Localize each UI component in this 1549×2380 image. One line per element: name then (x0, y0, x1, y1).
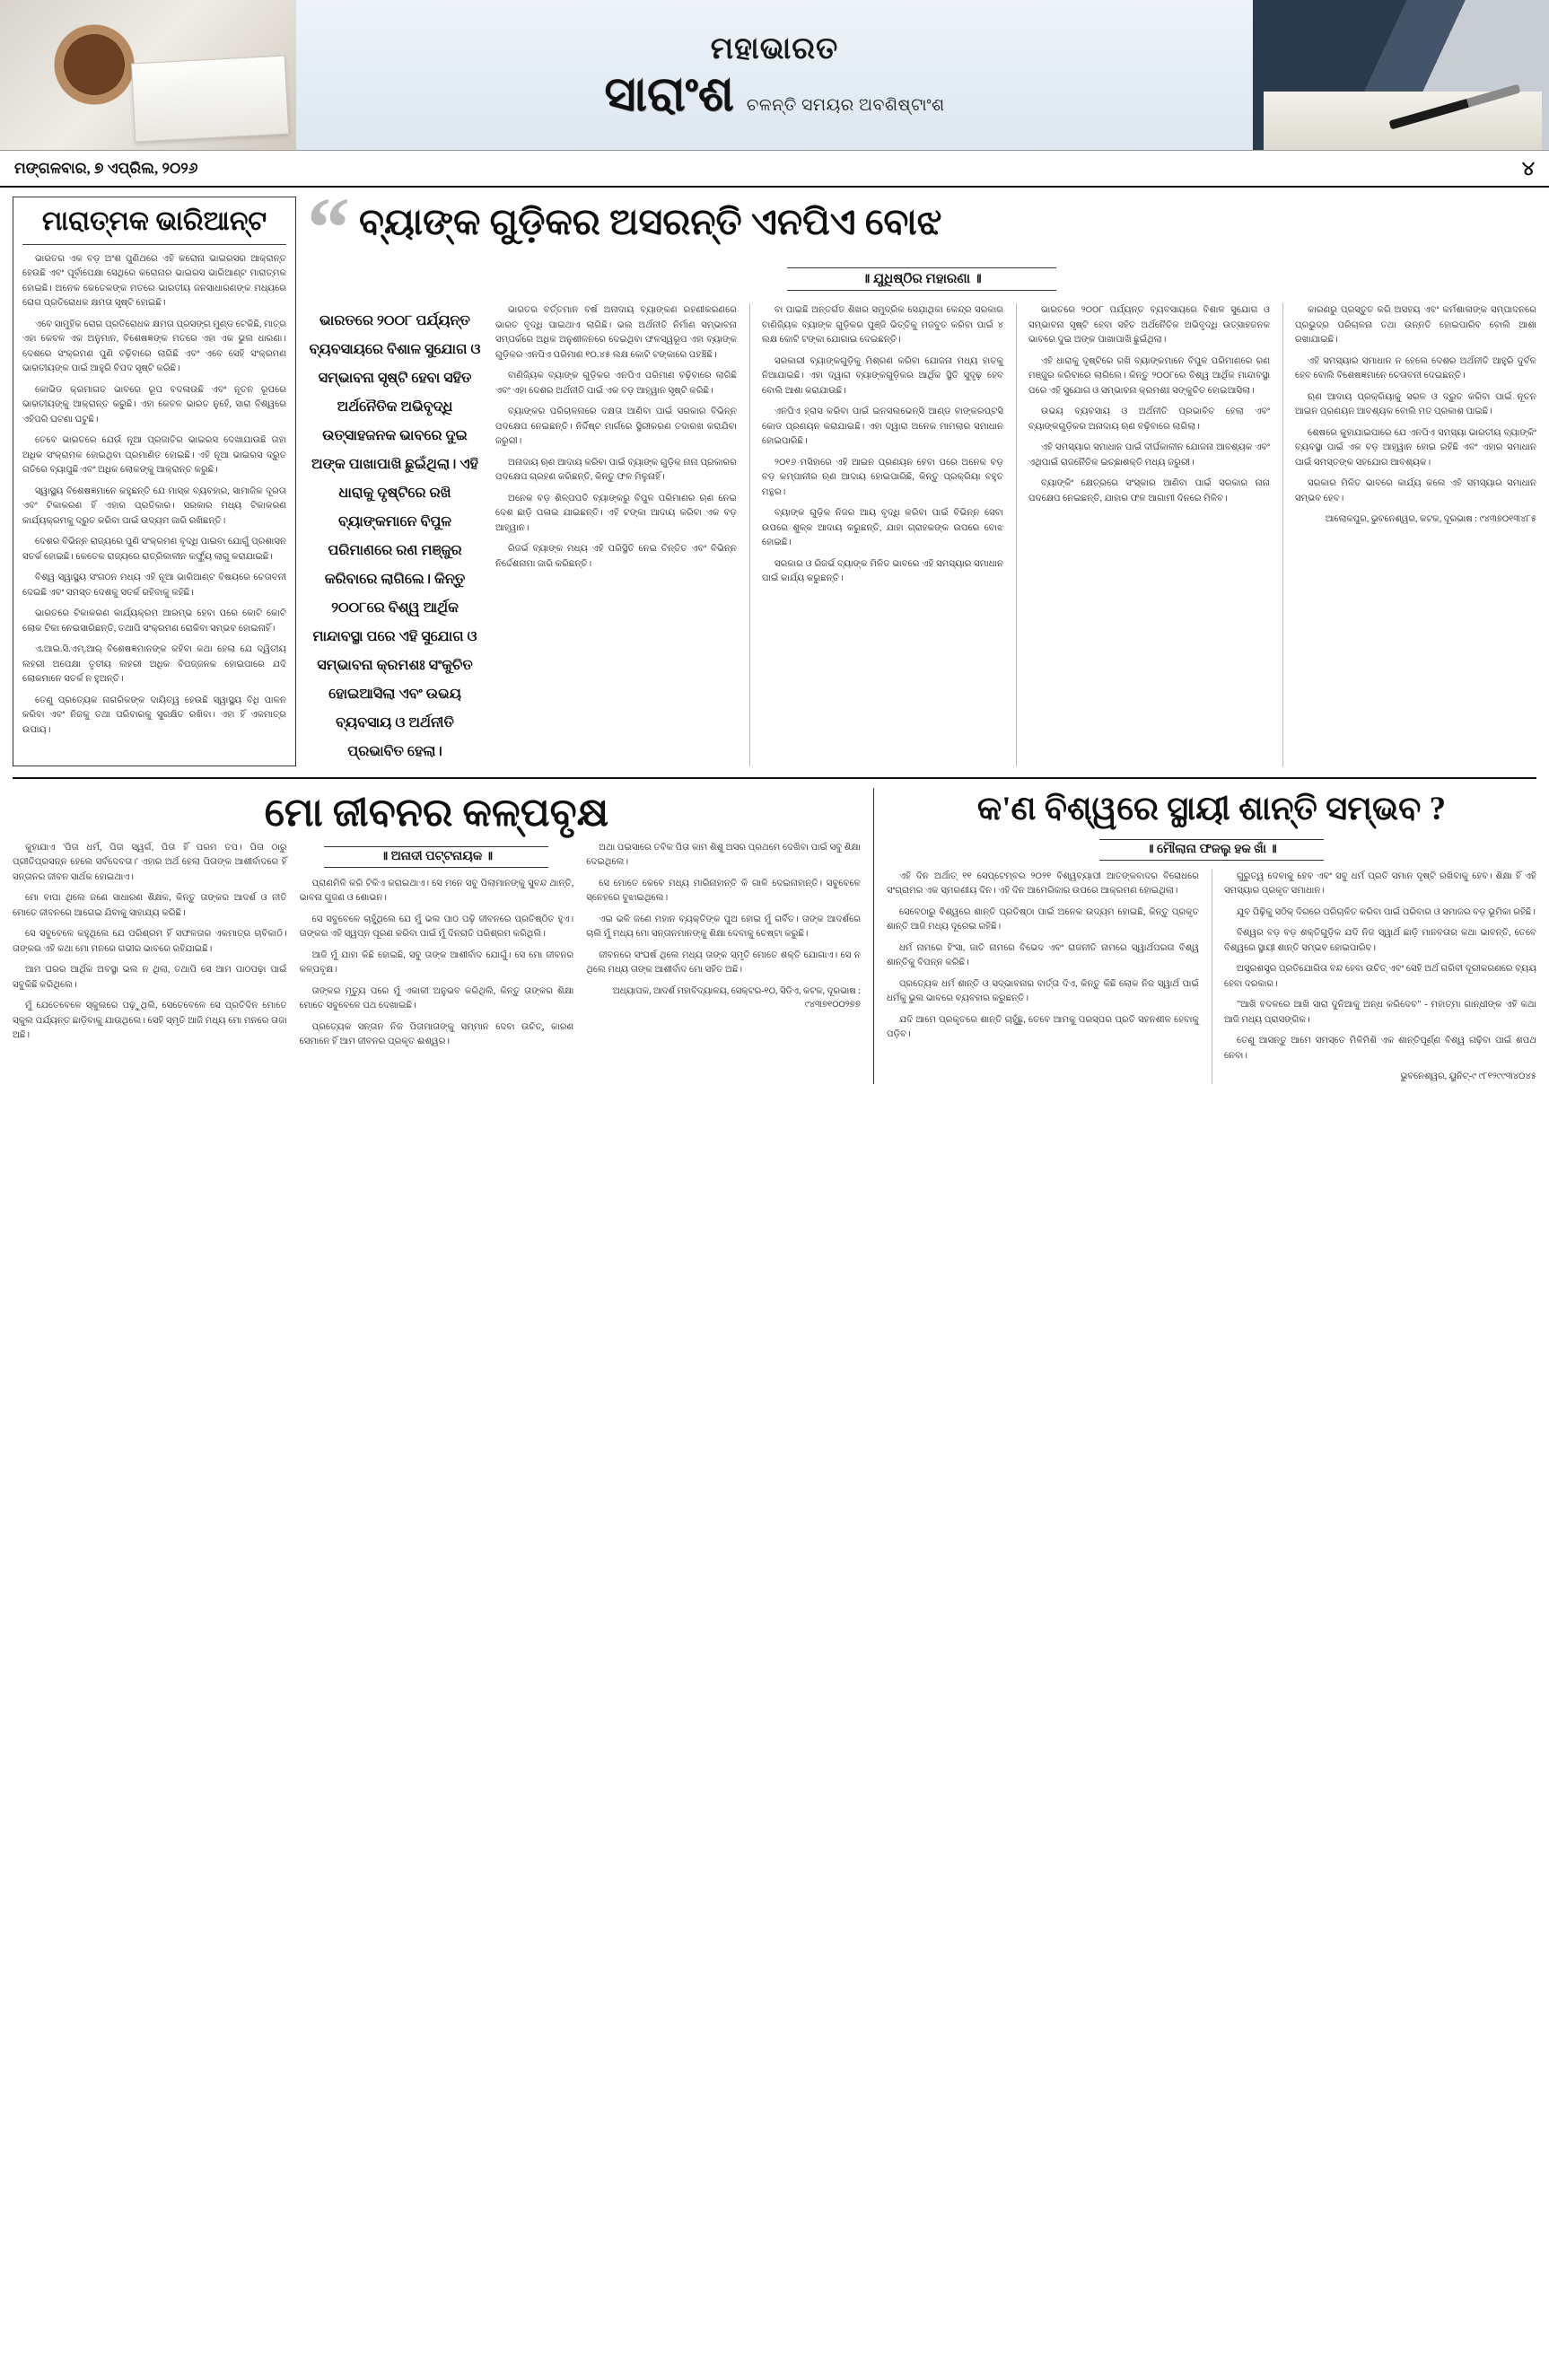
coffee-notebook-photo (0, 0, 296, 151)
boxed-story-body (22, 252, 286, 739)
paragraph: ବା ପାଇଛି ଅନ୍ତର୍ଗତ ଶିଖର ସମୁଦ୍ରିକ ସେଯ଼ାଥିକା କେନ୍ଦ୍ର ସରକାର ବାଣିଜ୍ୟିକ ବ୍ୟାଙ୍କ ଗୁଡ଼ିକର ପୁଞ୍ଜି ଭିତ୍ତିକୁ ମଜବୁତ କରିବା ପାଇଁ ୪ ଲକ୍ଷ କୋଟି ଟଙ୍କା ଯୋଗାଇ ଦେଇଛନ୍ତି। (762, 305, 1003, 346)
top-section (0, 179, 1549, 766)
paragraph: ଯୁବ ପିଢ଼ିକୁ ସଠିକ୍ ଦିଗରେ ପରିଚାଳିତ କରିବା ପାଇଁ ପରିବାର ଓ ସମାଜର ବଡ଼ ଭୂମିକା ରହିଛି। (1236, 906, 1536, 917)
paragraph: ଆମ ଘରର ଆର୍ଥିକ ଅବସ୍ଥା ଭଲ ନ ଥିଲା, ତଥାପି ସେ ଆମ ପାଠପଢ଼ା ପାଇଁ ସବୁକିଛି କରିଥିଲେ। (13, 965, 287, 990)
dateline-bar (0, 151, 1549, 188)
masthead-center (296, 0, 1253, 150)
story-left-columns (13, 841, 861, 1056)
paragraph: କୋଭିଡ କ୍ରମାଗତ ଭାବରେ ରୂପ ବଦଳାଉଛି ଏବଂ ନୂତନ ରୂପରେ ଭାରତୀୟଙ୍କୁ ଆକ୍ରାନ୍ତ କରୁଛି। ଏହା କେବଳ ଭାରତ ନୁହେଁ, ସାରା ବିଶ୍ୱରେ ଏହିପରି ଘଟଣା ଘଟୁଛି। (22, 384, 286, 424)
paragraph: ଏ.ଆଇ.ସି.ଏମ୍.ଆର୍ ବିଶେଷଜ୍ଞମାନଙ୍କ କହିବା କଥା ହେଲା ଯେ ଦ୍ୱିତୀୟ ଲହରୀ ଅପେକ୍ଷା ତୃତୀୟ ଲହରୀ ଅଧିକ ବିପଜ୍ଜନକ ହୋଇପାରେ ଯଦି ଲୋକମାନେ ସତର୍କ ନ ହୁଅନ୍ତି। (22, 644, 286, 685)
masthead-brand: ମହାଭାରତ (710, 31, 839, 66)
story-left-headline: ମୋ ଜୀବନର କଳ୍ପବୃକ୍ଷ (264, 791, 609, 836)
pull-quote: ଭାରତରେ ୨୦୦୮ ପର୍ଯ୍ୟନ୍ତ ବ୍ୟବସାୟରେ ବିଶାଳ ସୁଯୋଗ ଓ ସମ୍ଭାବନା ସୃଷ୍ଟି ହେବା ସହିତ ଅର୍ଥନୈତିକ ଅଭିବୃଦ୍ଧି ଉତ୍ସାହଜନକ ଭାବରେ ଦୁଇ ଅଙ୍କ ପାଖାପାଖି ଛୁଇଁଥିଲା। ଏହି ଧାରାକୁ ଦୃଷ୍ଟିରେ ରଖି ବ୍ୟାଙ୍କମାନେ ବିପୁଳ ପରିମାଣରେ ରଣ ମଞ୍ଜୁର କରିବାରେ ଲାଗିଲେ। କିନ୍ତୁ ୨୦୦୮ରେ ବିଶ୍ୱ ଆର୍ଥିକ ମାନ୍ଦାବସ୍ଥା ପରେ ଏହି ସୁଯୋଗ ଓ ସମ୍ଭାବନା କ୍ରମଶଃ ସଂକୁଚିତ ହୋଇଆସିଲା ଏବଂ ଉଭୟ ବ୍ୟବସାୟ ଓ ଅର୍ଥନୀତି ପ୍ରଭାବିତ ହେଲା। (309, 313, 481, 760)
paragraph: ରିଜର୍ଭ ବ୍ୟାଙ୍କ ମଧ୍ୟ ଏହି ପରିସ୍ଥିତି ନେଇ ଚିନ୍ତିତ ଏବଂ ବିଭିନ୍ନ ନିର୍ଦ୍ଦେଶନାମା ଜାରି କରିଛନ୍ତି। (495, 544, 737, 569)
writing-hand-photo (1253, 0, 1549, 151)
paragraph: ୨୦୧୬ ମସିହାରେ ଏହି ଆଇନ ପ୍ରଣୟନ ହେବା ପରେ ଅନେକ ବଡ଼ ବଡ଼ କମ୍ପାନୀର ଋଣ ଆଦାୟ ହୋଇପାରିଛି, କିନ୍ତୁ ପ୍ରକ୍ରିୟା ବହୁତ ମନ୍ଥର। (762, 457, 1003, 497)
paragraph: ବିଶ୍ୱ ସ୍ୱାସ୍ଥ୍ୟ ସଂଗଠନ ମଧ୍ୟ ଏହି ନୂଆ ଭାରିଆଣ୍ଟ ବିଷୟରେ ଚେତାବନୀ ଦେଇଛି ଏବଂ ସମସ୍ତ ଦେଶକୁ ସତର୍କ ରହିବାକୁ କହିଛି। (22, 573, 286, 598)
paragraph: ଏଇ ଭଳି ଜଣେ ମହାନ ବ୍ୟକ୍ତିଙ୍କ ପୁଅ ହୋଇ ମୁଁ ଗର୍ବିତ। ତାଙ୍କ ଆଦର୍ଶରେ ଚାଲି ମୁଁ ମଧ୍ୟ ମୋ ସନ୍ତାନମାନଙ୍କୁ ଶିକ୍ଷା ଦେବାକୁ ଚେଷ୍ଟା କରୁଛି। (586, 914, 861, 940)
paragraph: ଏବେ ସାମୁହିକ ରୋଗ ପ୍ରତିରୋଧକ କ୍ଷମତା ପ୍ରସଙ୍ଗ ମୁଣ୍ଡ ଟେକିଛି, ମାତ୍ର ଏହା କେବଳ ଏକ ଅନୁମାନ, ବିଶେଷଜ୍ଞଙ୍କ ମତରେ ଏହା ଏକ ଭୁଲ ଧାରଣା। ଦେଶରେ ସଂକ୍ରମଣ ପୁଣି ବଢ଼ିବାରେ ଲାଗିଛି ଏବଂ ଏବେ ସେହି ସଂକ୍ରମଣ ଭାରତୀୟଙ୍କ ପାଇଁ ଆହୁରି ବିପଦ ସୃଷ୍ଟି କରିଛି। (22, 319, 286, 374)
story-right-columns (887, 870, 1536, 1084)
masthead (0, 0, 1549, 151)
paragraph: ବ୍ୟାଙ୍କର ପରିଚାଳନାରେ ଦକ୍ଷତା ଆଣିବା ପାଇଁ ସରକାର ବିଭିନ୍ନ ପଦକ୍ଷେପ ନେଇଛନ୍ତି। ନିର୍ଦ୍ଦିଷ୍ଟ ମାର୍ଗରେ ସ୍ଥିରୀକରଣ ତଦାରଖ କରାଯିବା ଜରୁରୀ। (495, 407, 737, 447)
bottom-section (0, 788, 1549, 1097)
story-right-byline: ॥ ମୌଲାନା ଫଜଲୁ ହକ ଖାଁ ॥ (1099, 839, 1324, 861)
paragraph: ପ୍ରତ୍ୟେକ ସନ୍ତାନ ନିଜ ପିତାମାତାଙ୍କୁ ସମ୍ମାନ ଦେବା ଉଚିତ୍, କାରଣ ସେମାନେ ହିଁ ଆମ ଜୀବନର ପ୍ରକୃତ ଈଶ୍ୱର। (299, 1021, 574, 1047)
story-world-peace (887, 788, 1536, 1084)
lead-column-2 (749, 303, 1003, 766)
story-left-byline: ॥ ଅନାଦୀ ପଟ୍ଟନାୟକ ॥ (324, 846, 548, 868)
paragraph: ଏନପିଏ ହ୍ରାସ କରିବା ପାଇଁ ଇନସଲଭେନ୍ସି ଆଣ୍ଡ ବାଙ୍କରପ୍ଟସି କୋଡ ପ୍ରଣୟନ କରାଯାଇଛି। ଏହା ଦ୍ୱାରା ଅନେକ ମାମଲାର ସମାଧାନ ହୋଇପାରିଛି। (762, 407, 1003, 447)
paragraph: ପ୍ରାଣମିଳି କରି ଟିକିଏ କରାଇଥାଏ। ସେ ମନେ ସବୁ ପିଲାମାନଙ୍କୁ ସୁବନ୍ଦ ଥାନ୍ତି, ଭାବନା ଗୁଜଣ ଓ ଶୋଭନ। (299, 878, 574, 904)
paragraph: ପ୍ରତ୍ୟେକ ଧର୍ମ ଶାନ୍ତି ଓ ସଦ୍ଭାବନାର ବାର୍ତ୍ତା ଦିଏ, କିନ୍ତୁ କିଛି ଲୋକ ନିଜ ସ୍ୱାର୍ଥ ପାଇଁ ଧର୍ମକୁ ଭୁଲ ଭାବରେ ବ୍ୟବହାର କରୁଛନ୍ତି। (886, 978, 1199, 1004)
story-left-column-2 (300, 841, 574, 1056)
paragraph: କୁହାଯାଏ 'ପିତା ଧର୍ମ, ପିତା ସ୍ୱର୍ଗ, ପିତା ହିଁ ପରମ ତପ। ପିତା ଠାରୁ ପ୍ରୀତିପ୍ରସନ୍ନ ହେଲେ ସର୍ବଦେବତା।' ଏହାର ଅର୍ଥ ହେଲା ପିତାଙ୍କ ଆଶୀର୍ବାଦରେ ହିଁ ସନ୍ତାନର ଜୀବନ ସାର୍ଥକ ହୋଇଥାଏ। (13, 842, 287, 882)
boxed-story-headline: ମାରାତ୍ମକ ଭାରିଆନ୍ଟ (22, 206, 286, 245)
masthead-title: ସାରାଂଶ (604, 66, 734, 121)
paragraph: ଏହି ଧାରାକୁ ଦୃଷ୍ଟିରେ ରଖି ବ୍ୟାଙ୍କମାନେ ବିପୁଳ ପରିମାଣରେ ରଣ ମଞ୍ଜୁର କରିବାରେ ଲାଗିଲେ। କିନ୍ତୁ ୨୦୦୮ରେ ବିଶ୍ୱ ଆର୍ଥିକ ମାନ୍ଦାବସ୍ଥା ପରେ ଏହି ସୁଯୋଗ ଓ ସମ୍ଭାବନା କ୍ରମଶଃ ସଙ୍କୁଚିତ ହୋଇଆସିଲା। (1028, 355, 1270, 396)
paragraph: ଏହି ସମସ୍ୟାର ସମାଧାନ ପାଇଁ ଦୀର୍ଘକାଳୀନ ଯୋଜନା ଆବଶ୍ୟକ ଏବଂ ଏଥିପାଇଁ ରାଜନୈତିକ ଇଚ୍ଛାଶକ୍ତି ମଧ୍ୟ ଜରୁରୀ। (1028, 442, 1270, 468)
paragraph: ତେଣୁ ପ୍ରତ୍ୟେକ ନାଗରିକଙ୍କ ଦାୟିତ୍ୱ ହେଉଛି ସ୍ୱାସ୍ଥ୍ୟ ବିଧି ପାଳନ କରିବା ଏବଂ ନିଜକୁ ତଥା ପରିବାରକୁ ସୁରକ୍ଷିତ ରଖିବା। ଏହା ହିଁ ଏକମାତ୍ର ଉପାୟ। (22, 695, 286, 735)
paragraph: ବ୍ୟାଙ୍କିଂ କ୍ଷେତ୍ରରେ ସଂସ୍କାର ଆଣିବା ପାଇଁ ସରକାର ନାନା ପଦକ୍ଷେପ ନେଇଛନ୍ତି, ଯାହାର ଫଳ ଆଗାମୀ ଦିନରେ ମିଳିବ। (1028, 478, 1270, 503)
lead-headline-row (307, 179, 1536, 276)
paragraph: ତେବେ ଭାରତରେ ଯେଉଁ ନୂଆ ପ୍ରଜାତିର ଭାଇରସ ଦେଖାଯାଉଛି ତାହା ଅଧିକ ସଂକ୍ରାମକ ହୋଇଥିବା ପ୍ରମାଣିତ ହୋଇଛି। ଏହି ନୂଆ ଭାଇରସ ଦ୍ରୁତ ଗତିରେ ବ୍ୟାପୁଛି ଏବଂ ଅଧିକ ଲୋକଙ୍କୁ ଆକ୍ରାନ୍ତ କରୁଛି। (22, 435, 286, 476)
boxed-story (13, 197, 296, 766)
paragraph: "ଆଖି ବଦଳରେ ଆଖି ସାରା ଦୁନିଆକୁ ଅନ୍ଧ କରିଦେବ" - ମହାତ୍ମା ଗାନ୍ଧୀଙ୍କ ଏହି କଥା ଆଜି ମଧ୍ୟ ପ୍ରାସଙ୍ଗିକ। (1223, 1000, 1536, 1025)
paragraph: ଭାରତରେ ୨୦୦୮ ପର୍ଯ୍ୟନ୍ତ ବ୍ୟବସାୟରେ ବିଶାଳ ସୁଯୋଗ ଓ ସମ୍ଭାବନା ସୃଷ୍ଟି ହେବା ସହିତ ଅର୍ଥନୈତିକ ଅଭିବୃଦ୍ଧି ଉତ୍ସାହଜନକ ଭାବରେ ଦୁଇ ଅଙ୍କ ପାଖାପାଖି ଛୁଇଁଥିଲା। (1028, 305, 1270, 346)
paragraph: ବିଶ୍ୱର ବଡ଼ ବଡ଼ ଶକ୍ତିଗୁଡ଼ିକ ଯଦି ନିଜ ସ୍ୱାର୍ଥ ଛାଡ଼ି ମାନବତାର କଥା ଭାବନ୍ତି, ତେବେ ବିଶ୍ୱରେ ସ୍ଥାୟୀ ଶାନ୍ତି ସମ୍ଭବ ହୋଇପାରିବ। (1223, 928, 1536, 953)
story-right-column-2 (1212, 870, 1536, 1084)
paragraph: ସେବେଠାରୁ ବିଶ୍ୱରେ ଶାନ୍ତି ପ୍ରତିଷ୍ଠା ପାଇଁ ଅନେକ ଉଦ୍ୟମ ହୋଇଛି, କିନ୍ତୁ ପ୍ରକୃତ ଶାନ୍ତି ଆଜି ମଧ୍ୟ ଦୂରେଇ ରହିଛି। (886, 906, 1199, 932)
paragraph: ସେ ସବୁବେଳେ କହୁଥିଲେ ଯେ ପରିଶ୍ରମ ହିଁ ସଫଳତାର ଏକମାତ୍ର ଚାବିକାଠି। ତାଙ୍କର ଏହି କଥା ମୋ ମନରେ ଗଭୀର ଭାବରେ ରହିଯାଇଛି। (13, 929, 287, 954)
paragraph: ଋଣ ଆଦାୟ ପ୍ରକ୍ରିୟାକୁ ସରଳ ଓ ଦ୍ରୁତ କରିବା ପାଇଁ ନୂତନ ଆଇନ ପ୍ରଣୟନ ଆବଶ୍ୟକ ବୋଲି ମତ ପ୍ରକାଶ ପାଇଛି। (1295, 391, 1536, 417)
lead-body-columns (495, 303, 1536, 766)
paragraph: ମୁଁ ଯେତେବେଳେ ସ୍କୁଲରେ ପଢ଼ୁଥିଲି, ସେତେବେଳେ ସେ ପ୍ରତିଦିନ ମୋତେ ସ୍କୁଲ ପର୍ଯ୍ୟନ୍ତ ଛାଡ଼ିବାକୁ ଯାଉଥିଲେ। ସେହି ସ୍ମୃତି ଆଜି ମଧ୍ୟ ମୋ ମନରେ ତାଜା ଅଛି। (13, 1001, 287, 1041)
paragraph: ଅଥା ପଇସାରେ ତବିକ ପିତା କାମ ଶିଶୁ ଅସର ପ୍ରଥମେ ଦେଖିବା ପାଇଁ ସବୁ ଶିକ୍ଷା ଦେଇଥିଲେ। (586, 842, 861, 868)
paragraph: ଏହି ଦିନ ଅର୍ଥାତ୍ ୧୧ ସେପ୍ଟେମ୍ବର ୨୦୨୧ ବିଶ୍ୱବ୍ୟାପୀ ଆତଙ୍କବାଦର ବିରୋଧରେ ସଂଗ୍ରାମର ଏକ ସ୍ମରଣୀୟ ଦିନ। ଏହି ଦିନ ଆମେରିକାର ଉପରେ ଆକ୍ରମଣ ହୋଇଥିଲା। (886, 871, 1199, 897)
paragraph: ଯଦି ଆମେ ପ୍ରକୃତରେ ଶାନ୍ତି ଚାହୁଁଛୁ, ତେବେ ଆମକୁ ପରସ୍ପର ପ୍ରତି ସହନଶୀଳ ହେବାକୁ ପଡ଼ିବ। (886, 1014, 1199, 1040)
paragraph: ଅନାଦାୟ ଋଣ ଆଦାୟ କରିବା ପାଇଁ ବ୍ୟାଙ୍କ ଗୁଡ଼ିକ ନାନା ପ୍ରକାରର ପଦକ୍ଷେପ ଗ୍ରହଣ କରିଛନ୍ତି, କିନ୍ତୁ ଫଳ ମିଳୁନାହିଁ। (495, 457, 737, 483)
section-divider (13, 777, 1536, 779)
paragraph: ବାଣିଜ୍ୟିକ ବ୍ୟାଙ୍କ ଗୁଡ଼ିକର ଏନପିଏ ପରିମାଣ ବଢ଼ିବାରେ ଲାଗିଛି ଏବଂ ଏହା ଦେଶର ଅର୍ଥନୀତି ପାଇଁ ଏକ ବଡ଼ ଆହ୍ୱାନ ସୃଷ୍ଟି କରିଛି। (495, 371, 737, 396)
paragraph: ସେ ସବୁବେଳେ ଚାହୁଁଥିଲେ ଯେ ମୁଁ ଭଲ ପାଠ ପଢ଼ି ଜୀବନରେ ପ୍ରତିଷ୍ଠିତ ହୁଏ। ତାଙ୍କର ଏହି ସ୍ୱପ୍ନ ପୂରଣ କରିବା ପାଇଁ ମୁଁ ଦିନରାତି ପରିଶ୍ରମ କରିଥିଲି। (299, 914, 574, 940)
story-my-lifes-tree (13, 788, 874, 1084)
paragraph: ଅସ୍ତ୍ରଶସ୍ତ୍ର ପ୍ରତିଯୋଗିତା ବନ୍ଦ ହେବା ଉଚିତ୍ ଏବଂ ସେହି ଅର୍ଥ ଗରିବୀ ଦୂରୀକରଣରେ ବ୍ୟୟ ହେବା ଦରକାର। (1223, 964, 1536, 989)
paragraph: ତାଙ୍କର ମୃତ୍ୟୁ ପରେ ମୁଁ ଏକାକୀ ଅନୁଭବ କରିଥିଲି, କିନ୍ତୁ ତାଙ୍କର ଶିକ୍ଷା ମୋତେ ସବୁବେଳେ ପଥ ଦେଖାଇଛି। (299, 985, 574, 1011)
paragraph: ଗୁରୁତ୍ୱ ଦେବାକୁ ହେବ ଏବଂ ସବୁ ଧର୍ମ ପ୍ରତି ସମାନ ଦୃଷ୍ଟି ରଖିବାକୁ ହେବ। ଶିକ୍ଷା ହିଁ ଏହି ସମସ୍ୟାର ପ୍ରକୃତ ସମାଧାନ। (1223, 871, 1536, 897)
paragraph: ଶେଷରେ କୁହାଯାଇପାରେ ଯେ ଏନପିଏ ସମସ୍ୟା ଭାରତୀୟ ବ୍ୟାଙ୍କିଂ ବ୍ୟବସ୍ଥା ପାଇଁ ଏକ ବଡ଼ ଆହ୍ୱାନ ହୋଇ ରହିଛି ଏବଂ ଏହାର ସମାଧାନ ପାଇଁ ସମସ୍ତଙ୍କ ସହଯୋଗ ଆବଶ୍ୟକ। (1295, 427, 1536, 468)
story-right-signature: ଭୁବନେଶ୍ୱର, ୟୁନିଟ୍-୯ ୯୮୧୨୯୯୩୪୦୪୫ (1400, 1072, 1536, 1082)
lead-signature: ଆଲୋକପୁର, ଭୁବନେଶ୍ୱର, କଟକ, ଦୂରଭାଷ : ୯୪୩୭୦୧୩୪୮୫ (1325, 514, 1536, 525)
story-left-column-1 (13, 841, 287, 1056)
lead-column-4 (1282, 303, 1536, 766)
paragraph: ଦେଶର ବିଭିନ୍ନ ରାଜ୍ୟରେ ପୁଣି ସଂକ୍ରମଣ ବୃଦ୍ଧି ପାଇବା ଯୋଗୁଁ ପ୍ରଶାସନ ସତର୍କ ହୋଇଛି। କେତେକ ରାଜ୍ୟରେ ରାତ୍ରିକାଳୀନ କର୍ଫ୍ୟୁ ଲାଗୁ କରାଯାଇଛି। (22, 537, 286, 562)
story-left-signature: ଅଧ୍ୟାପକ, ଆଦର୍ଶ ମହାବିଦ୍ୟାଳୟ, ସେକ୍ଟର-୧୦, ସିଡିଏ, କଟକ, ଦୂରଭାଷ : ୯୪୩୭୧୦୦୨୭୭ (612, 985, 861, 1011)
pen-icon (1389, 84, 1521, 130)
paragraph: କାରଣରୁ ପ୍ରସ୍ତୁତ କରି ଅସହୟ ଏବଂ କର୍ମଶାଳାଙ୍କ ସମ୍ପାଦନରେ ପ୍ରଭୁଦ୍ର ପରିଚାଳନା ତଥା ଉନ୍ନତି ହୋଇପାରିବ ବୋଲି ଆଶା ରଖାଯାଇଛି। (1295, 305, 1536, 346)
story-left-column-3 (586, 841, 861, 1056)
paragraph: ଭାରତରେ ଟିକାକରଣ କାର୍ଯ୍ୟକ୍ରମ ଆରମ୍ଭ ହେବା ପରେ କୋଟି କୋଟି ଲୋକ ଟିକା ନେଇସାରିଛନ୍ତି, ତଥାପି ସଂକ୍ରମଣ ରୋକିବା ସମ୍ଭବ ହୋଇନାହିଁ। (22, 608, 286, 634)
lead-headline: ବ୍ୟାଙ୍କ ଗୁଡ଼ିକର ଅସରନ୍ତି ଏନପିଏ ବୋଝ (359, 201, 942, 242)
quote-mark-icon: “ (307, 179, 350, 276)
paragraph: ଅନେକ ବଡ଼ ଶିଳ୍ପପତି ବ୍ୟାଙ୍କରୁ ବିପୁଳ ପରିମାଣର ଋଣ ନେଇ ଦେଶ ଛାଡ଼ି ପଳାଇ ଯାଇଛନ୍ତି। ଏହି ଟଙ୍କା ଆଦାୟ କରିବା ଏକ ବଡ଼ ଆହ୍ୱାନ। (495, 493, 737, 533)
paragraph: ସ୍ୱାସ୍ଥ୍ୟ ବିଶେଷଜ୍ଞମାନେ କହୁଛନ୍ତି ଯେ ମାସ୍କ ବ୍ୟବହାର, ସାମାଜିକ ଦୂରତା ଏବଂ ଟିକାକରଣ ହିଁ ଏହାର ପ୍ରତିକାର। ସରକାର ମଧ୍ୟ ଟିକାକରଣ କାର୍ଯ୍ୟକ୍ରମକୁ ଦ୍ରୁତ କରିବା ପାଇଁ ଉଦ୍ୟମ ଜାରି ରଖିଛନ୍ତି। (22, 486, 286, 526)
lead-column-3 (1016, 303, 1270, 766)
paragraph: ଜୀବନରେ ସଂଘର୍ଷ ଥିଲେ ମଧ୍ୟ ତାଙ୍କ ସ୍ମୃତି ମୋତେ ଶକ୍ତି ଯୋଗାଏ। ସେ ନ ଥିଲେ ମଧ୍ୟ ତାଙ୍କ ଆଶୀର୍ବାଦ ମୋ ସହିତ ଅଛି। (586, 949, 861, 976)
paragraph: ଉଭୟ ବ୍ୟବସାୟ ଓ ଅର୍ଥନୀତି ପ୍ରଭାବିତ ହେଲା ଏବଂ ବ୍ୟାଙ୍କଗୁଡ଼ିକର ଅନାଦାୟ ଋଣ ବଢ଼ିବାରେ ଲାଗିଲା। (1028, 407, 1270, 432)
lead-column-1 (495, 303, 737, 766)
paragraph: ସରକାର ଓ ରିଜର୍ଭ ବ୍ୟାଙ୍କ ମିଳିତ ଭାବରେ ଏହି ସମସ୍ୟାର ସମାଧାନ ପାଇଁ କାର୍ଯ୍ୟ କରୁଛନ୍ତି। (762, 558, 1003, 584)
paragraph: ଭାରତର ବର୍ତ୍ତମାନ ବର୍ଷ ଅନାଦାୟ ବ୍ୟାଙ୍କଣ ରହଣୀକରଣରେ ଭାରତ ବୃଦ୍ଧି ପାଇଥାଏ ଲାଗିଛି। ଭଲ ଅର୍ଥନୀତି ନିର୍ମାଣ ସମ୍ଭାବନା ସମ୍ପର୍କରେ ଅଧିକ ଅନୁଶୀଳନରେ ଦେଇଥିବା ଫଳସ୍ୱରୂପ ଏହା ବ୍ୟାଙ୍କ ଗୁଡ଼ିକର ଏନପିଏ ପରିମାଣ ୧୦.୪୫ ଲକ୍ଷ କୋଟି ଟଙ୍କାରେ ପହଞ୍ଚିଛି। (495, 305, 737, 360)
story-right-headline: କ'ଣ ବିଶ୍ୱରେ ସ୍ଥାୟୀ ଶାନ୍ତି ସମ୍ଭବ ? (976, 791, 1447, 828)
publication-date: ମଙ୍ଗଳବାର, ୭ ଏପ୍ରିଲ, ୨୦୨୬ (14, 160, 198, 177)
paragraph: ଆଜି ମୁଁ ଯାହା କିଛି ହୋଇଛି, ସବୁ ତାଙ୍କ ଆଶୀର୍ବାଦ ଯୋଗୁଁ। ସେ ମୋ ଜୀବନର କଳ୍ପବୃକ୍ଷ। (299, 949, 574, 976)
paragraph: ଭାରତର ଏକ ବଡ଼ ଅଂଶ ପୁଣିଥରେ ଏହି କରୋନା ଭାଇରସର ଆକ୍ରାନ୍ତ ହେଉଛି ଏବଂ ପୂର୍ବାପେକ୍ଷା ସେଥିରେ କରୋନାର ଭାଇରସ ଭାରିଆଣ୍ଟ ମାରାତ୍ମକ ହୋଇଛି। ଅନେକ କେତେକଙ୍କ ମତରେ ଭାରତୀୟ ଜନସାଧାରଣଙ୍କ ମଧ୍ୟରେ ରୋଗ ପ୍ରତିରୋଧକ କ୍ଷମତା ସୃଷ୍ଟି ହୋଇଛି। (22, 253, 286, 309)
paragraph: ସେ ମୋତେ କେବେ ମଧ୍ୟ ମାରିନାହାନ୍ତି କି ଗାଳି ଦେଇନାହାନ୍ତି। ସବୁବେଳେ ସ୍ନେହରେ ବୁଝାଇଥିଲେ। (586, 878, 861, 904)
page-number: ୪ (1521, 157, 1535, 179)
story-right-column-1 (887, 870, 1199, 1084)
lead-article (307, 179, 1536, 766)
paragraph: ତେଣୁ ଆସନ୍ତୁ ଆମେ ସମସ୍ତେ ମିଳିମିଶି ଏକ ଶାନ୍ତିପୂର୍ଣ୍ଣ ବିଶ୍ୱ ଗଢ଼ିବା ପାଇଁ ଶପଥ ନେବା। (1223, 1036, 1536, 1061)
masthead-subtitle: ଚଳନ୍ତି ସମୟର ଅବଶିଷ୍ଟାଂଶ (746, 95, 945, 115)
paragraph: ମୋ ବାପା ଥିଲେ ଜଣେ ସାଧାରଣ ଶିକ୍ଷକ, କିନ୍ତୁ ତାଙ୍କର ଆଦର୍ଶ ଓ ନୀତି ମୋତେ ଜୀବନରେ ଆଗେଇ ଯିବାକୁ ସାହାଯ୍ୟ କରିଛି। (13, 893, 287, 918)
paragraph: ବ୍ୟାଙ୍କ ଗୁଡ଼ିକ ନିଜର ଆୟ ବୃଦ୍ଧି କରିବା ପାଇଁ ବିଭିନ୍ନ ସେବା ଉପରେ ଶୁଳ୍କ ଆଦାୟ କରୁଛନ୍ତି, ଯାହା ଗ୍ରାହକଙ୍କ ଉପରେ ବୋଝ ହୋଇଛି। (762, 508, 1003, 548)
lead-byline: ॥ ଯୁଧିଷ୍ଠିର ମହାରଣା ॥ (787, 267, 1056, 291)
lead-columns (307, 303, 1536, 766)
paragraph: ଧର୍ମ ନାମରେ ହିଂସା, ଜାତି ନାମରେ ବିଭେଦ ଏବଂ ରାଜନୀତି ନାମରେ ସ୍ୱାର୍ଥପରତା ବିଶ୍ୱ ଶାନ୍ତିକୁ ବିପନ୍ନ କରିଛି। (886, 942, 1199, 968)
paragraph: ସରକାରୀ ବ୍ୟାଙ୍କଗୁଡ଼ିକୁ ମିଶ୍ରଣ କରିବା ଯୋଜନା ମଧ୍ୟ ହାତକୁ ନିଆଯାଇଛି। ଏହା ଦ୍ୱାରା ବ୍ୟାଙ୍କଗୁଡ଼ିକର ଆର୍ଥିକ ସ୍ଥିତି ସୁଦୃଢ଼ ହେବ ବୋଲି ଆଶା କରାଯାଉଛି। (762, 355, 1003, 396)
paragraph: ଏହି ସମସ୍ୟାର ସମାଧାନ ନ ହେଲେ ଦେଶର ଅର୍ଥନୀତି ଆହୁରି ଦୁର୍ବଳ ହେବ ବୋଲି ବିଶେଷଜ୍ଞମାନେ ଚେତାବନୀ ଦେଇଛନ୍ତି। (1295, 355, 1536, 381)
paragraph: ସରକାର ମିଳିତ ଭାବରେ କାର୍ଯ୍ୟ କଲେ ଏହି ସମସ୍ୟାର ସମାଧାନ ସମ୍ଭବ ହେବ। (1295, 478, 1536, 503)
